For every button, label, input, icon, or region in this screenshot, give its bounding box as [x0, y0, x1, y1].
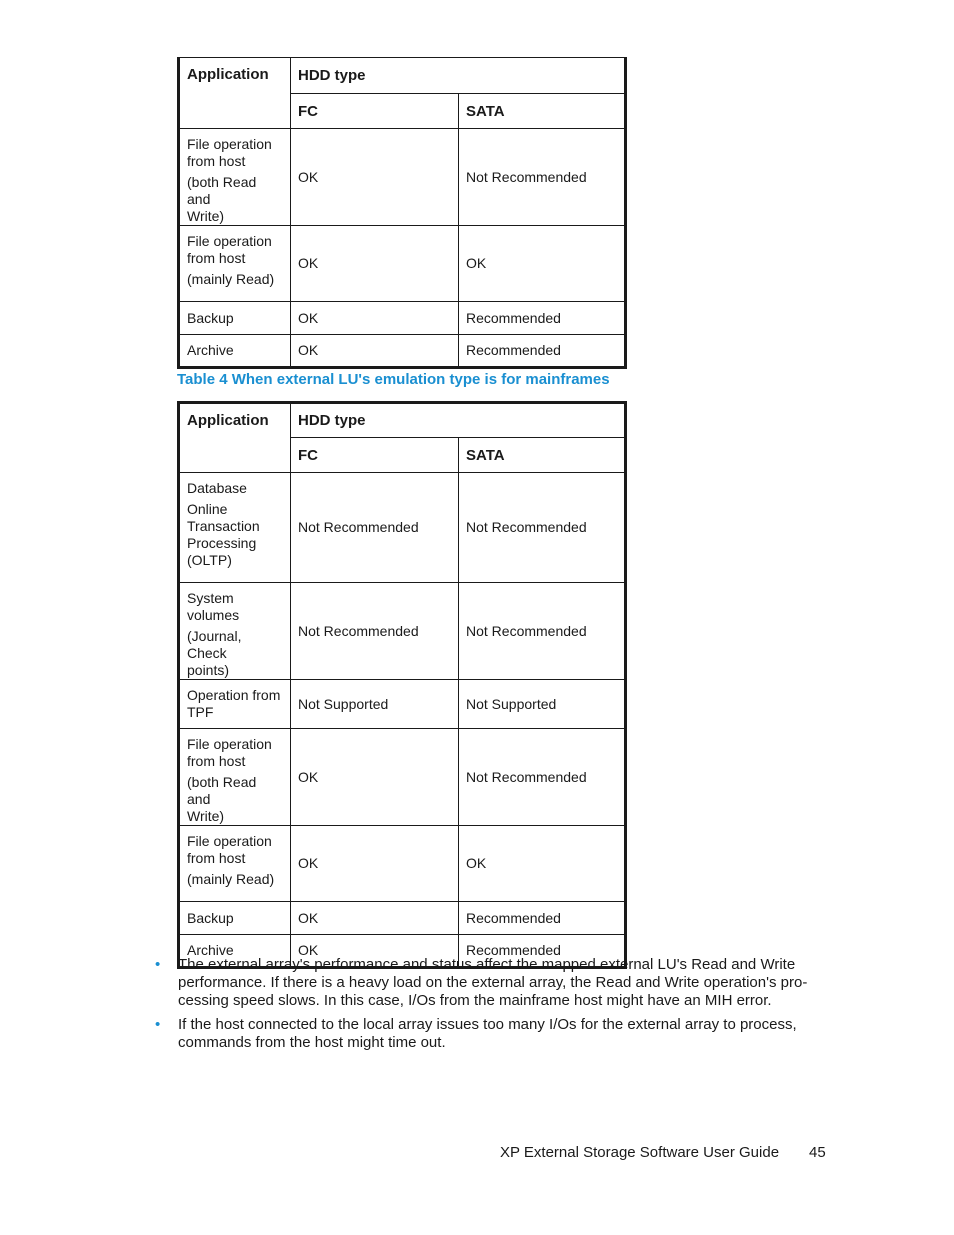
- bullet-text: If the host connected to the local array issues too many I/Os for the external array to process,: [178, 1016, 797, 1033]
- app-note: (Journal, Check: [187, 628, 242, 661]
- fc-cell: OK: [291, 302, 459, 335]
- column-header-application: Application: [179, 403, 291, 473]
- column-header-sata: SATA: [459, 94, 626, 129]
- app-text: File operation: [187, 136, 272, 152]
- list-item: [155, 1016, 835, 1052]
- sata-cell: Recommended: [459, 935, 626, 968]
- fc-cell: OK: [291, 729, 459, 826]
- bullet-icon: •: [155, 956, 161, 973]
- table-row: [179, 473, 626, 583]
- sata-cell: Not Supported: [459, 680, 626, 729]
- app-text: File operation: [187, 233, 272, 249]
- app-text: File operation: [187, 833, 272, 849]
- list-item: [155, 956, 835, 1010]
- app-text: TPF: [187, 704, 214, 720]
- app-text: from host: [187, 250, 246, 266]
- app-note: (both Read and: [187, 174, 257, 207]
- fc-cell: Not Recommended: [291, 473, 459, 583]
- app-note: (OLTP): [187, 552, 232, 568]
- app-text: Database: [187, 480, 247, 496]
- bullet-text: cessing speed slows. In this case, I/Os from the mainframe host might have an MIH error.: [178, 992, 772, 1009]
- table-row: [179, 226, 626, 302]
- application-cell: [179, 226, 291, 302]
- app-note: Online: [187, 501, 228, 517]
- fc-cell: OK: [291, 226, 459, 302]
- table-row: [179, 583, 626, 680]
- app-note: (mainly Read): [187, 271, 275, 287]
- column-header-fc: FC: [291, 94, 459, 129]
- application-cell: [179, 129, 291, 226]
- app-text: System volumes: [187, 590, 240, 623]
- bullet-text: performance. If there is a heavy load on the external array, the Read and Write operation's pro-: [178, 974, 808, 991]
- application-cell: [179, 729, 291, 826]
- fc-cell: OK: [291, 826, 459, 902]
- table-row: [179, 335, 626, 368]
- sata-cell: OK: [459, 826, 626, 902]
- fc-cell: OK: [291, 935, 459, 968]
- column-header-fc: FC: [291, 438, 459, 473]
- app-note: (mainly Read): [187, 871, 275, 887]
- app-note: (both Read and: [187, 774, 257, 807]
- app-text: from host: [187, 153, 246, 169]
- sata-cell: OK: [459, 226, 626, 302]
- sata-cell: Not Recommended: [459, 129, 626, 226]
- footer-guide-title: XP External Storage Software User Guide: [500, 1144, 780, 1161]
- app-note: points): [187, 662, 230, 678]
- page-number: 45: [809, 1144, 826, 1161]
- app-text: Operation from: [187, 687, 281, 703]
- application-cell: Backup: [179, 302, 291, 335]
- bullet-text: The external array's performance and status affect the mapped external LU's Read and Write: [178, 956, 796, 973]
- app-text: File operation: [187, 736, 272, 752]
- app-note: Write): [187, 808, 225, 824]
- hdd-recommendation-table-mainframes: [177, 401, 627, 969]
- table-row: [179, 902, 626, 935]
- table-row: [179, 302, 626, 335]
- table-caption: Table 4 When external LU's emulation type is for mainframes: [177, 371, 610, 388]
- app-note: Processing: [187, 535, 257, 551]
- application-cell: [179, 583, 291, 680]
- table-row: [179, 680, 626, 729]
- bullet-text: commands from the host might time out.: [178, 1034, 446, 1051]
- fc-cell: Not Supported: [291, 680, 459, 729]
- bullet-list: [155, 956, 835, 1058]
- table-row: [179, 729, 626, 826]
- table-row: [179, 826, 626, 902]
- fc-cell: OK: [291, 129, 459, 226]
- application-cell: Backup: [179, 902, 291, 935]
- hdd-recommendation-table-open-systems: [177, 57, 627, 369]
- fc-cell: OK: [291, 902, 459, 935]
- app-note: Write): [187, 208, 225, 224]
- table-row: [179, 129, 626, 226]
- app-note: Transaction: [187, 518, 260, 534]
- application-cell: Archive: [179, 335, 291, 368]
- sata-cell: Not Recommended: [459, 473, 626, 583]
- column-header-sata: SATA: [459, 438, 626, 473]
- column-header-application: Application: [179, 58, 291, 129]
- application-cell: [179, 473, 291, 583]
- sata-cell: Recommended: [459, 902, 626, 935]
- app-text: from host: [187, 850, 246, 866]
- sata-cell: Not Recommended: [459, 729, 626, 826]
- column-header-hdd-type: HDD type: [291, 58, 626, 94]
- sata-cell: Recommended: [459, 302, 626, 335]
- sata-cell: Not Recommended: [459, 583, 626, 680]
- application-cell: [179, 826, 291, 902]
- column-header-hdd-type: HDD type: [291, 403, 626, 438]
- fc-cell: Not Recommended: [291, 583, 459, 680]
- bullet-icon: •: [155, 1016, 161, 1033]
- app-text: from host: [187, 753, 246, 769]
- application-cell: [179, 680, 291, 729]
- fc-cell: OK: [291, 335, 459, 368]
- sata-cell: Recommended: [459, 335, 626, 368]
- application-cell: Archive: [179, 935, 291, 968]
